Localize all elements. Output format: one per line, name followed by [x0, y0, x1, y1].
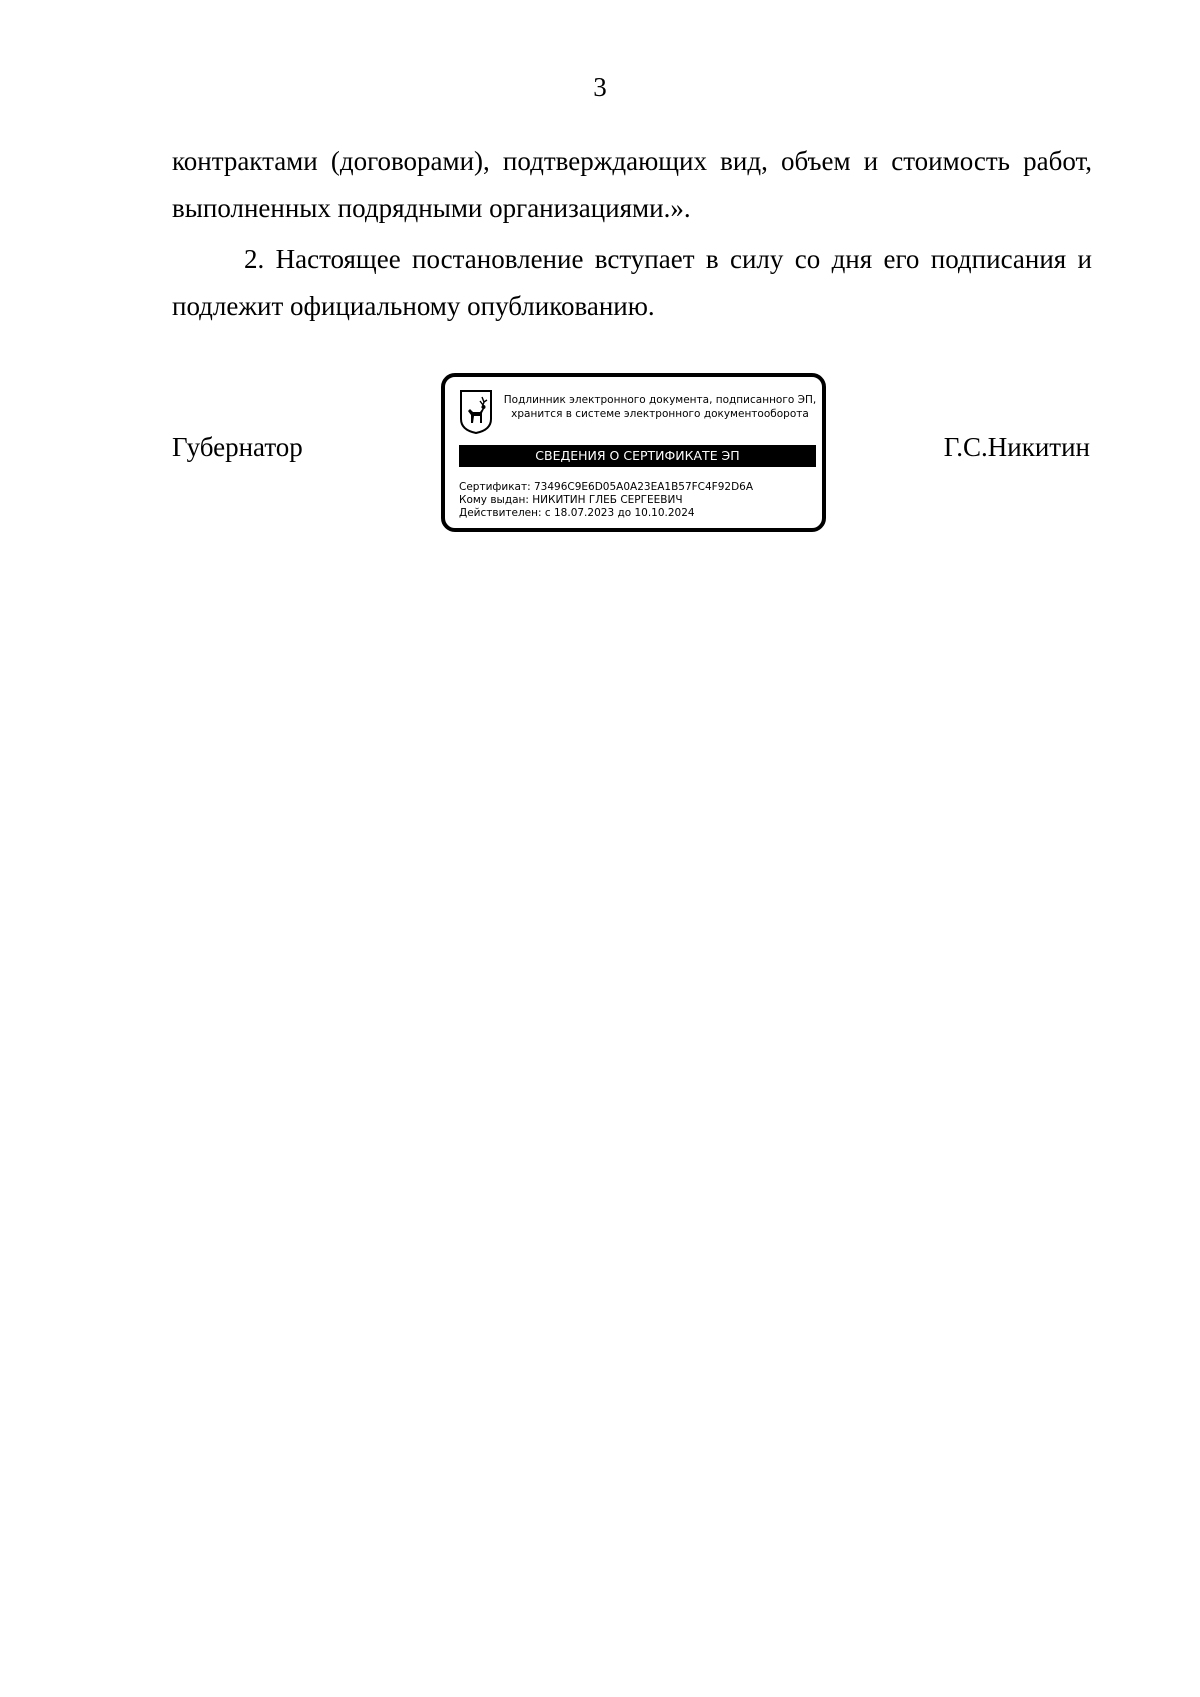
validity-row [459, 507, 819, 520]
issued-to-value: НИКИТИН ГЛЕБ СЕРГЕЕВИЧ [532, 494, 683, 506]
electronic-signature-stamp [441, 373, 826, 532]
signatory-name: Г.С.Никитин [943, 432, 1090, 462]
coat-of-arms-deer-icon [458, 389, 494, 435]
issued-to-row [459, 494, 819, 507]
paragraph-2: 2. Настоящее постановление вступает в силу со дня его подписания и подлежит официальному опубликованию. [172, 244, 1092, 321]
stamp-details [459, 481, 819, 520]
stamp-header-line-1: Подлинник электронного документа, подписанного ЭП, [503, 394, 817, 406]
certificate-label: Сертификат: [459, 481, 531, 493]
stamp-header-line-2: хранится в системе электронного документооборота [511, 408, 809, 420]
certificate-value: 73496C9E6D05A0A23EA1B57FC4F92D6A [533, 481, 754, 493]
certificate-row [459, 481, 819, 494]
stamp-header [501, 393, 819, 421]
page-number: 3 [593, 72, 607, 102]
paragraph-continuation: контрактами (договорами), подтверждающих вид, объем и стоимость работ, выполненных подрядными организациями.». [172, 146, 1092, 223]
issued-to-label: Кому выдан: [459, 494, 529, 506]
validity-label: Действителен: [459, 507, 542, 519]
signatory-position: Губернатор [172, 432, 303, 462]
validity-value: с 18.07.2023 до 10.10.2024 [544, 507, 695, 519]
stamp-title-bar: СВЕДЕНИЯ О СЕРТИФИКАТЕ ЭП [459, 445, 816, 467]
